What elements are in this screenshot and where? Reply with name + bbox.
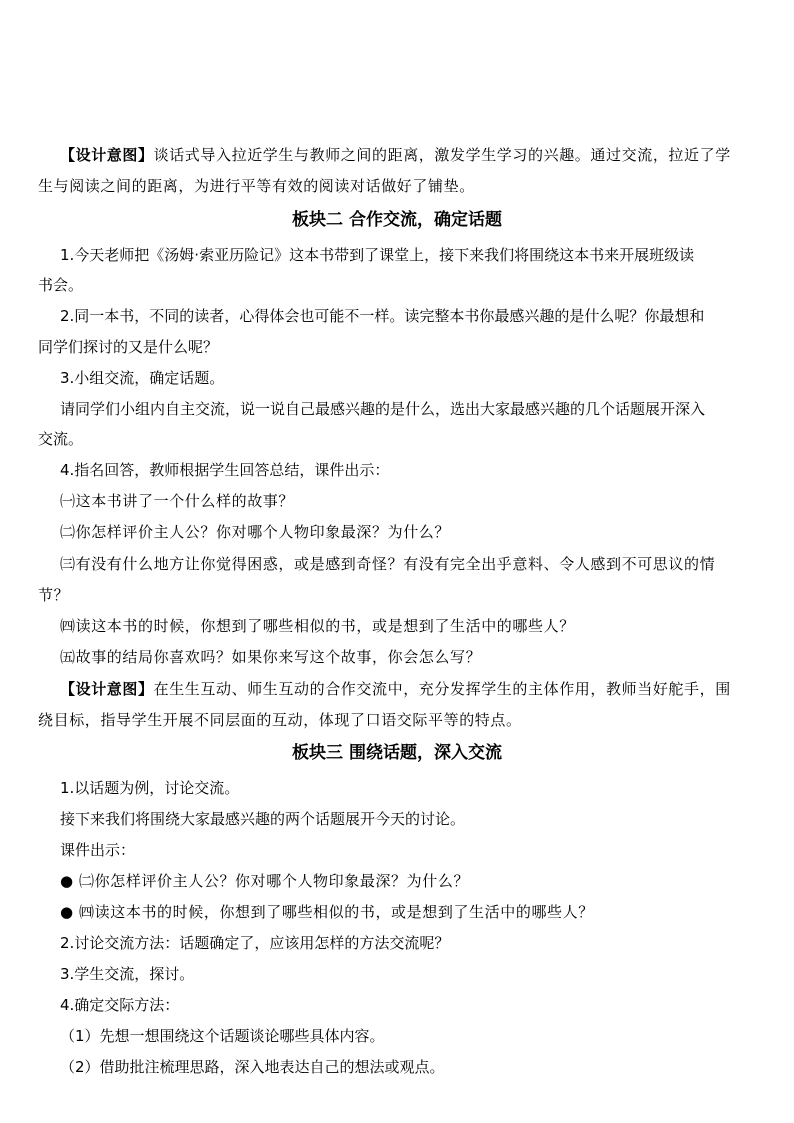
paragraph-2-continued: 同学们探讨的又是什么呢？ (38, 338, 219, 356)
method-item-2: （2）借助批注梳理思路，深入地表达自己的想法或观点。 (60, 1058, 445, 1076)
paragraph-2: 2.同一本书，不同的读者，心得体会也可能不一样。读完整本书你最感兴趣的是什么呢？你最想和 (60, 307, 705, 325)
design-intent-label-2: 【设计意图】 (60, 680, 154, 698)
block3-paragraph-2: 接下来我们将围绕大家最感兴趣的两个话题展开今天的讨论。 (60, 810, 466, 828)
paragraph-4-continued: 交流。 (38, 430, 84, 448)
paragraph-1: 1.今天老师把《汤姆·索亚历险记》这本书带到了课堂上，接下来我们将围绕这本书来开展班级读 (60, 246, 695, 264)
design-intent-text-2: 在生生互动、师生互动的合作交流中，充分发挥学生的主体作用，教师当好舵手，围 (153, 680, 731, 698)
block3-paragraph-1: 1.以话题为例，讨论交流。 (60, 779, 240, 797)
design-intent-label: 【设计意图】 (60, 146, 154, 164)
design-intent-paragraph (60, 144, 731, 166)
bullet-item-1: ● ㈡你怎样评价主人公？你对哪个人物印象最深？为什么？ (60, 872, 470, 890)
block3-paragraph-5: 3.学生交流，探讨。 (60, 965, 195, 983)
bullet-item-2: ● ㈣读这本书的时候，你想到了哪些相似的书，或是想到了生活中的哪些人？ (60, 903, 594, 921)
discussion-question-1: ㈠这本书讲了一个什么样的故事？ (60, 492, 295, 510)
design-intent-text-2-continued: 绕目标，指导学生开展不同层面的互动，体现了口语交际平等的特点。 (38, 711, 522, 729)
paragraph-3: 3.小组交流，确定话题。 (60, 369, 225, 387)
discussion-question-5: ㈤故事的结局你喜欢吗？如果你来写这个故事，你会怎么写？ (60, 648, 482, 666)
discussion-question-3-continued: 节？ (38, 586, 70, 604)
paragraph-4: 请同学们小组内自主交流，说一说自己最感兴趣的是什么，选出大家最感兴趣的几个话题展开深入 (60, 400, 706, 418)
block3-paragraph-6: 4.确定交际方法： (60, 996, 180, 1014)
discussion-question-3: ㈢有没有什么地方让你觉得困惑，或是感到奇怪？有没有完全出乎意料、令人感到不可思议的情 (60, 555, 716, 573)
paragraph-1-continued: 书会。 (38, 276, 84, 294)
section-heading-block3: 板块三 围绕话题，深入交流 (292, 743, 502, 763)
block3-paragraph-4: 2.讨论交流方法：话题确定了，应该用怎样的方法交流呢？ (60, 934, 450, 952)
method-item-1: （1）先想一想围绕这个话题谈论哪些具体内容。 (60, 1027, 385, 1045)
paragraph-5: 4.指名回答，教师根据学生回答总结，课件出示： (60, 461, 390, 479)
discussion-question-2: ㈡你怎样评价主人公？你对哪个人物印象最深？为什么？ (60, 523, 451, 541)
design-intent-text: 谈话式导入拉近学生与教师之间的距离，激发学生学习的兴趣。通过交流，拉近了学 (153, 146, 731, 164)
section-heading-block2: 板块二 合作交流，确定话题 (292, 210, 502, 230)
design-intent-text-continued: 生与阅读之间的距离，为进行平等有效的阅读对话做好了铺垫。 (38, 177, 475, 195)
design-intent-paragraph-2 (60, 678, 731, 700)
block3-paragraph-3: 课件出示： (60, 841, 136, 859)
discussion-question-4: ㈣读这本书的时候，你想到了哪些相似的书，或是想到了生活中的哪些人？ (60, 617, 575, 635)
